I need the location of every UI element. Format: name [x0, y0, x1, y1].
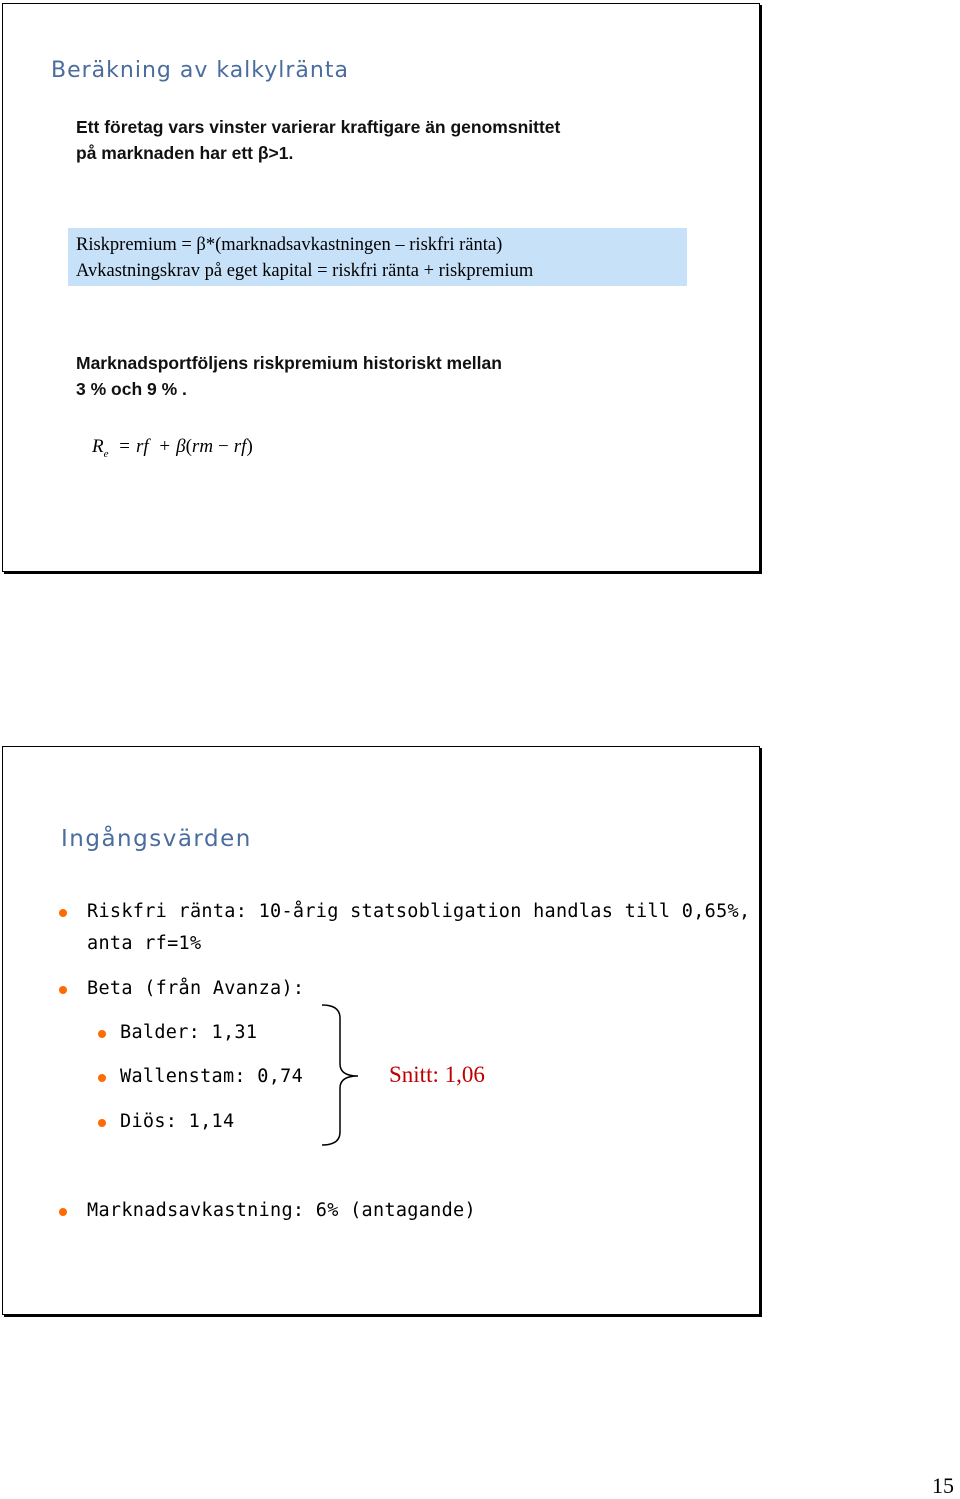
eq-equals: = — [119, 436, 130, 457]
bullet-dot-icon — [59, 909, 67, 917]
sub-bullet-dot-icon — [98, 1030, 106, 1038]
sub-bullet-wallenstam: Wallenstam: 0,74 — [120, 1066, 304, 1087]
slide-title-2: Ingångsvärden — [61, 826, 252, 852]
slide-title: Beräkning av kalkylränta — [51, 58, 349, 83]
right-brace-icon — [318, 1002, 358, 1148]
eq-open-paren: ( — [185, 436, 192, 457]
bullet-beta: Beta (från Avanza): — [87, 978, 305, 999]
eq-subscript: e — [103, 447, 109, 460]
note-line-1: Marknadsportföljens riskpremium historiskt mellan — [76, 353, 502, 373]
page-number: 15 — [932, 1473, 954, 1498]
bullet-riskfri-ranta-cont: anta rf=1% — [87, 933, 202, 954]
intro-line-1: Ett företag vars vinster varierar kraftigare än genomsnittet — [76, 117, 561, 137]
intro-line-2: på marknaden har ett β>1. — [76, 143, 294, 163]
capm-equation — [92, 436, 253, 460]
sub-bullet-dios: Diös: 1,14 — [120, 1111, 235, 1132]
eq-minus: − — [218, 436, 229, 457]
eq-rf-2: rf — [233, 436, 247, 457]
sub-bullet-dot-icon — [98, 1074, 106, 1082]
formula-box — [68, 228, 687, 286]
snitt-average: Snitt: 1,06 — [389, 1062, 485, 1087]
eq-rf: rf — [135, 436, 149, 457]
formula-riskpremium: Riskpremium = β*(marknadsavkastningen – riskfri ränta) — [76, 235, 503, 255]
sub-bullet-balder: Balder: 1,31 — [120, 1022, 258, 1043]
eq-plus: + — [159, 436, 171, 457]
sub-bullet-dot-icon — [98, 1119, 106, 1127]
market-premium-note — [76, 350, 716, 402]
bullet-dot-icon — [59, 1208, 67, 1216]
eq-R: R — [92, 436, 104, 457]
eq-rm: rm — [191, 436, 214, 457]
eq-beta: β — [176, 436, 186, 457]
bullet-dot-icon — [59, 986, 67, 994]
formula-avkastningskrav: Avkastningskrav på eget kapital = riskfri ränta + riskpremium — [76, 261, 534, 281]
eq-close-paren: ) — [246, 436, 253, 457]
intro-text — [76, 114, 716, 166]
slide-kalkylranta — [2, 3, 760, 572]
bullet-riskfri-ranta: Riskfri ränta: 10-årig statsobligation handlas till 0,65%, — [87, 901, 751, 922]
bullet-marknadsavkastning: Marknadsavkastning: 6% (antagande) — [87, 1200, 476, 1221]
note-line-2: 3 % och 9 % . — [76, 379, 187, 399]
